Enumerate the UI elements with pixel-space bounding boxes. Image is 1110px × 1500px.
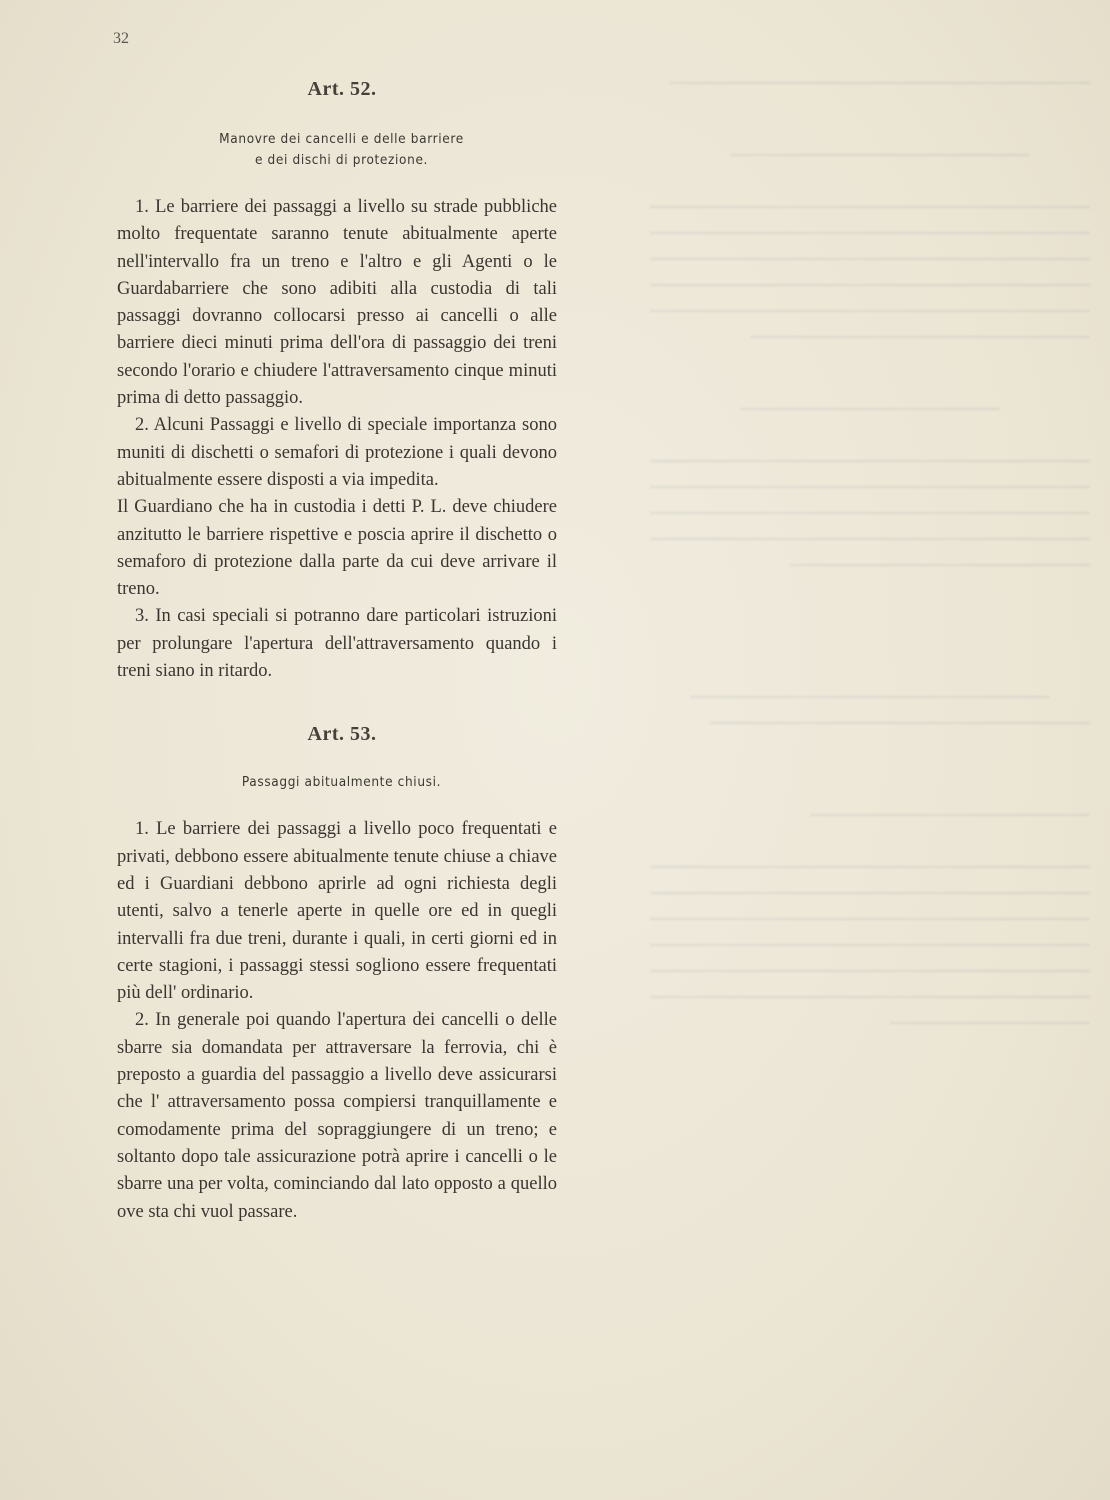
paragraph: 2. In generale poi quando l'apertura dei cancelli o delle sbarre sia domandata per attraversare la ferrovia, chi è preposto a guardia del passaggio a livello deve assicurarsi che l' attraversamento possa compiersi tranquillamente e comodamente prima del sopraggiungere di un treno; e soltanto dopo tale assicurazione potrà aprire i cancelli o le sbarre una per volta, cominciando dal lato opposto a quello ove sta chi vuol passare. <box>117 1010 557 1222</box>
article-body <box>117 194 557 685</box>
paragraph: 3. In casi speciali si potranno dare particolari istruzioni per prolungare l'apertura dell'attraversamento quando i treni siano in ritardo. <box>117 606 557 682</box>
subtitle-line: Passaggi abitualmente chiusi. <box>241 774 442 791</box>
paragraph: 1. Le barriere dei passaggi a livello poco frequentati e privati, debbono essere abitualmente tenute chiuse a chiave ed i Guardiani debbono aprirle ad ogni richiesta degli utenti, salvo a tenerle aperte in quelle ore ed in quegli intervalli fra due treni, durante i quali, in certi giorni ed in certe stagioni, i passaggi stessi sogliono essere frequentati più dell' ordinario. <box>117 819 557 1004</box>
article-title: Art. 52. <box>307 78 377 100</box>
paragraph: 1. Le barriere dei passaggi a livello su strade pubbliche molto frequentate saranno tenute abitualmente aperte nell'intervallo fra un treno e l'altro e gli Agenti o le Guardabarriere che sono adibiti alla custodia di tali passaggi dovranno collocarsi presso ai cancelli o alle barriere dieci minuti prima dell'ora di passaggio dei treni secondo l'orario e chiudere l'attraversamento cinque minuti prima di detto passaggio. <box>117 197 557 409</box>
article-53 <box>117 723 557 1225</box>
article-body <box>117 816 557 1225</box>
show-through-texture <box>570 60 1090 1360</box>
page-number: 32 <box>113 30 129 47</box>
article-subtitle <box>117 129 557 171</box>
subtitle-line: e dei dischi di protezione. <box>254 152 429 168</box>
subtitle-line: Manovre dei cancelli e delle barriere <box>219 131 464 147</box>
article-title: Art. 53. <box>307 723 377 746</box>
text-column <box>117 78 557 1226</box>
paragraph: Il Guardiano che ha in custodia i detti P. L. deve chiudere anzitutto le barriere rispettive e poscia aprire il dischetto o semaforo di protezione dalla parte da cui deve arrivare il treno. <box>117 497 557 600</box>
paragraph: 2. Alcuni Passaggi e livello di speciale importanza sono muniti di dischetti o semafori di protezione i quali devono abitualmente essere disposti a via impedita. <box>117 415 557 490</box>
article-subtitle <box>117 772 557 793</box>
article-52 <box>117 78 557 685</box>
